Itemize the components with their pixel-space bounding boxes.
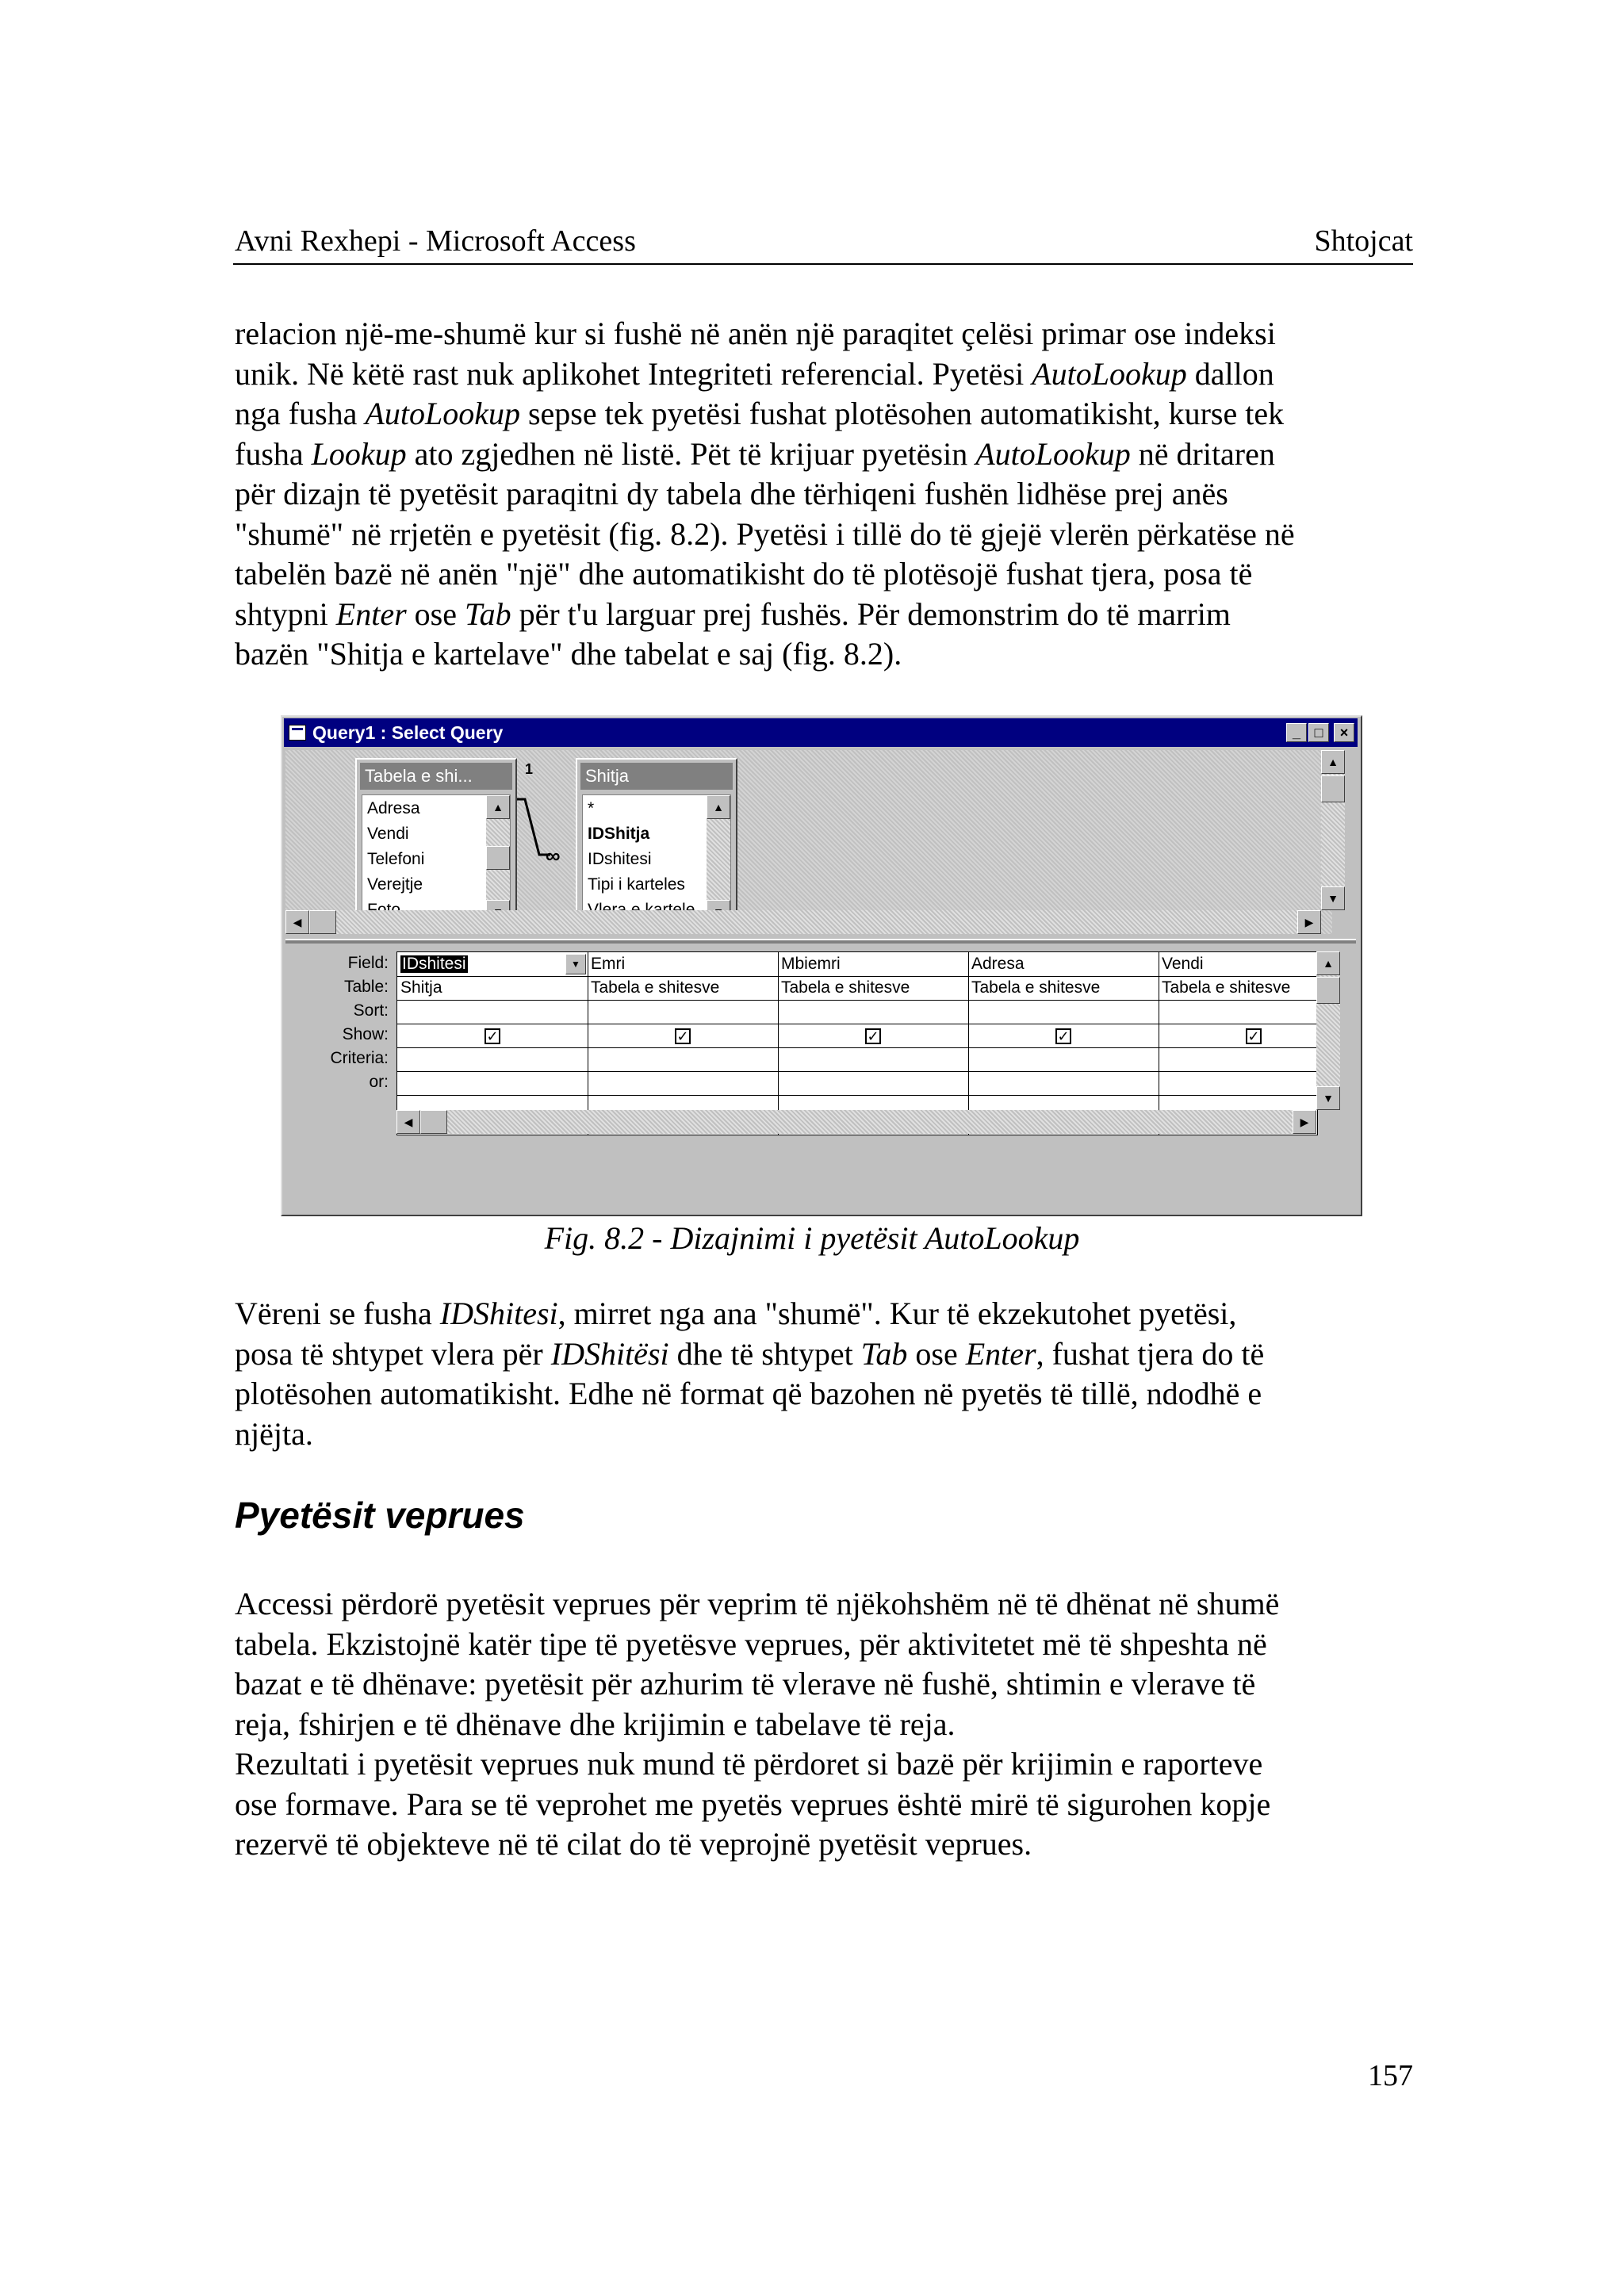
scroll-thumb[interactable] <box>1316 977 1340 1004</box>
field-list-shitja[interactable] <box>576 758 737 934</box>
text-line: njëjta. <box>235 1415 313 1452</box>
text-line: bazat e të dhënave: pyetësit për azhurim të vlerave në fushë, shtimin e vlerave të <box>235 1666 1256 1702</box>
text-line: "shumë" në rrjetën e pyetësit (fig. 8.2). Pyetësi i tillë do të gjejë vlerën përkatëse në <box>235 515 1295 552</box>
text-line: fusha Lookup ato zgjedhen në listë. Pët të krijuar pyetësin AutoLookup në dritaren <box>235 435 1275 472</box>
text-line: posa të shtypet vlera për IDShitësi dhe të shtypet Tab ose Enter, fushat tjera do të <box>235 1335 1265 1372</box>
table-pane-vscroll[interactable] <box>1321 750 1345 910</box>
table-pane-hscroll[interactable] <box>285 910 1321 934</box>
paragraph-action-queries <box>235 1584 1416 1865</box>
text-line: relacion një-me-shumë kur si fushë në anën një paraqitet çelësi primar ose indeksi <box>235 316 1276 351</box>
running-header-right: Shtojcat <box>1314 224 1413 258</box>
paragraph-intro <box>235 314 1416 675</box>
section-heading: Pyetësit veprues <box>235 1495 525 1536</box>
field-item[interactable]: Vendi <box>367 825 409 843</box>
close-button[interactable]: × <box>1334 723 1354 742</box>
maximize-button[interactable]: □ <box>1308 723 1329 742</box>
text-line: reja, fshirjen e të dhënave dhe krijimin e tabelave të reja. <box>235 1705 956 1742</box>
scroll-right-arrow-icon[interactable]: ▶ <box>1293 1110 1316 1134</box>
running-header-left: Avni Rexhepi - Microsoft Access <box>235 224 636 258</box>
field-item[interactable]: Verejtje <box>367 875 423 894</box>
scroll-up-arrow-icon[interactable]: ▲ <box>1321 750 1345 774</box>
table-cell[interactable]: Tabela e shitesve <box>781 979 910 997</box>
design-grid-pane <box>285 947 1356 1213</box>
table-pane <box>285 750 1339 934</box>
row-label-or: or: <box>369 1073 389 1091</box>
text-line: tabela. Ekzistojnë katër tipe të pyetësve veprues, për aktivitetet më të shpeshta në <box>235 1625 1267 1662</box>
page-number: 157 <box>1368 2059 1413 2092</box>
field-list-scrollbar[interactable] <box>486 795 510 924</box>
text-line: shtypni Enter ose Tab për t'u larguar prej fushës. Për demonstrim do të marrim <box>235 595 1231 632</box>
show-checkbox[interactable]: ✓ <box>1246 1028 1262 1044</box>
scroll-thumb[interactable] <box>1321 775 1345 802</box>
field-list-title[interactable]: Shitja <box>580 763 733 790</box>
text-line: bazën "Shitja e kartelave" dhe tabelat e saj (fig. 8.2). <box>235 636 902 672</box>
field-list-body <box>362 794 511 928</box>
text-line: Rezultati i pyetësit veprues nuk mund të përdoret si bazë për krijimin e raporteve <box>235 1746 1263 1782</box>
field-item[interactable]: Adresa <box>367 799 420 817</box>
paragraph-explanation <box>235 1294 1416 1454</box>
text-line: Vëreni se fusha IDShitesi, mirret nga ana "shumë". Kur të ekzekutohet pyetësi, <box>235 1296 1237 1331</box>
pane-splitter[interactable] <box>285 939 1356 944</box>
field-list-title[interactable]: Tabela e shi... <box>360 763 512 790</box>
minimize-button[interactable]: _ <box>1286 723 1307 742</box>
show-checkbox[interactable]: ✓ <box>485 1028 500 1044</box>
field-cell[interactable]: Emri <box>591 955 626 973</box>
field-item[interactable]: Telefoni <box>367 850 425 868</box>
text-line: për dizajn të pyetësit paraqitni dy tabela dhe tërhiqeni fushën lidhëse prej anës <box>235 476 1228 511</box>
field-item-primary-key[interactable]: IDShitja <box>588 825 650 843</box>
grid-column <box>397 952 588 1135</box>
field-list-scrollbar[interactable] <box>707 795 730 924</box>
text-line: plotësohen automatikisht. Edhe në format që bazohen në pyetës të tillë, ndodhë e <box>235 1376 1262 1411</box>
scroll-thumb[interactable] <box>309 910 336 934</box>
design-grid <box>396 951 1318 1135</box>
window-titlebar[interactable] <box>284 718 1358 747</box>
grid-column <box>778 952 968 1135</box>
show-checkbox[interactable]: ✓ <box>865 1028 881 1044</box>
table-cell[interactable]: Tabela e shitesve <box>971 979 1101 997</box>
grid-column <box>968 952 1159 1135</box>
table-cell[interactable]: Shitja <box>400 979 442 997</box>
field-cell[interactable]: Adresa <box>971 955 1025 973</box>
scroll-down-arrow-icon[interactable]: ▼ <box>1321 886 1345 910</box>
field-cell[interactable]: Vendi <box>1162 955 1204 973</box>
text-line: nga fusha AutoLookup sepse tek pyetësi fushat plotësohen automatikisht, kurse tek <box>235 396 1285 431</box>
field-list-tabela-e-shitesve[interactable] <box>355 758 517 934</box>
text-line: tabelën bazë në anën "një" dhe automatikisht do të plotësojë fushat tjera, posa të <box>235 556 1253 591</box>
row-label-criteria: Criteria: <box>330 1049 389 1067</box>
text-line: rezervë të objekteve në të cilat do të veprojnë pyetësit veprues. <box>235 1826 1032 1862</box>
row-label-sort: Sort: <box>353 1001 389 1020</box>
scroll-up-arrow-icon[interactable]: ▲ <box>486 795 510 819</box>
scroll-down-arrow-icon[interactable]: ▼ <box>1316 1086 1340 1110</box>
row-label-show: Show: <box>342 1025 389 1043</box>
scroll-up-arrow-icon[interactable]: ▲ <box>707 795 730 819</box>
join-many-label: ∞ <box>546 844 561 867</box>
field-cell[interactable]: Mbiemri <box>781 955 841 973</box>
scroll-right-arrow-icon[interactable]: ▶ <box>1297 910 1321 934</box>
query-design-window <box>281 715 1362 1216</box>
show-checkbox[interactable]: ✓ <box>675 1028 691 1044</box>
text-line: unik. Në këtë rast nuk aplikohet Integriteti referencial. Pyetësi AutoLookup dallon <box>235 355 1274 392</box>
scroll-thumb[interactable] <box>486 846 510 870</box>
text-line: Accessi përdorë pyetësit veprues për veprim të njëkohshëm në të dhënat në shumë <box>235 1586 1280 1621</box>
text-line: ose formave. Para se të veprohet me pyetës veprues është mirë të sigurohen kopje <box>235 1786 1271 1822</box>
scroll-left-arrow-icon[interactable]: ◀ <box>396 1110 420 1134</box>
window-title: Query1 : Select Query <box>312 722 504 743</box>
scroll-up-arrow-icon[interactable]: ▲ <box>1316 951 1340 975</box>
field-item[interactable]: * <box>588 799 595 817</box>
query-icon <box>289 725 306 741</box>
figure-caption: Fig. 8.2 - Dizajnimi i pyetësit AutoLookup <box>544 1220 1080 1256</box>
scroll-left-arrow-icon[interactable]: ◀ <box>285 910 309 934</box>
join-one-label: 1 <box>525 761 534 777</box>
design-grid-hscroll[interactable] <box>396 1110 1316 1134</box>
table-cell[interactable]: Tabela e shitesve <box>1162 979 1291 997</box>
scroll-thumb[interactable] <box>420 1110 447 1134</box>
show-checkbox[interactable]: ✓ <box>1055 1028 1071 1044</box>
field-item[interactable]: Tipi i karteles <box>588 875 685 894</box>
row-label-field: Field: <box>347 954 389 972</box>
design-grid-vscroll[interactable] <box>1316 951 1340 1110</box>
field-cell[interactable]: IDshitesi <box>402 955 466 973</box>
field-item[interactable]: IDshitesi <box>588 850 652 868</box>
header-rule <box>233 263 1413 265</box>
grid-column <box>588 952 778 1135</box>
dropdown-arrow-icon[interactable]: ▼ <box>565 954 586 974</box>
field-list-body <box>582 794 731 928</box>
table-cell[interactable]: Tabela e shitesve <box>591 979 720 997</box>
row-label-table: Table: <box>343 978 389 996</box>
